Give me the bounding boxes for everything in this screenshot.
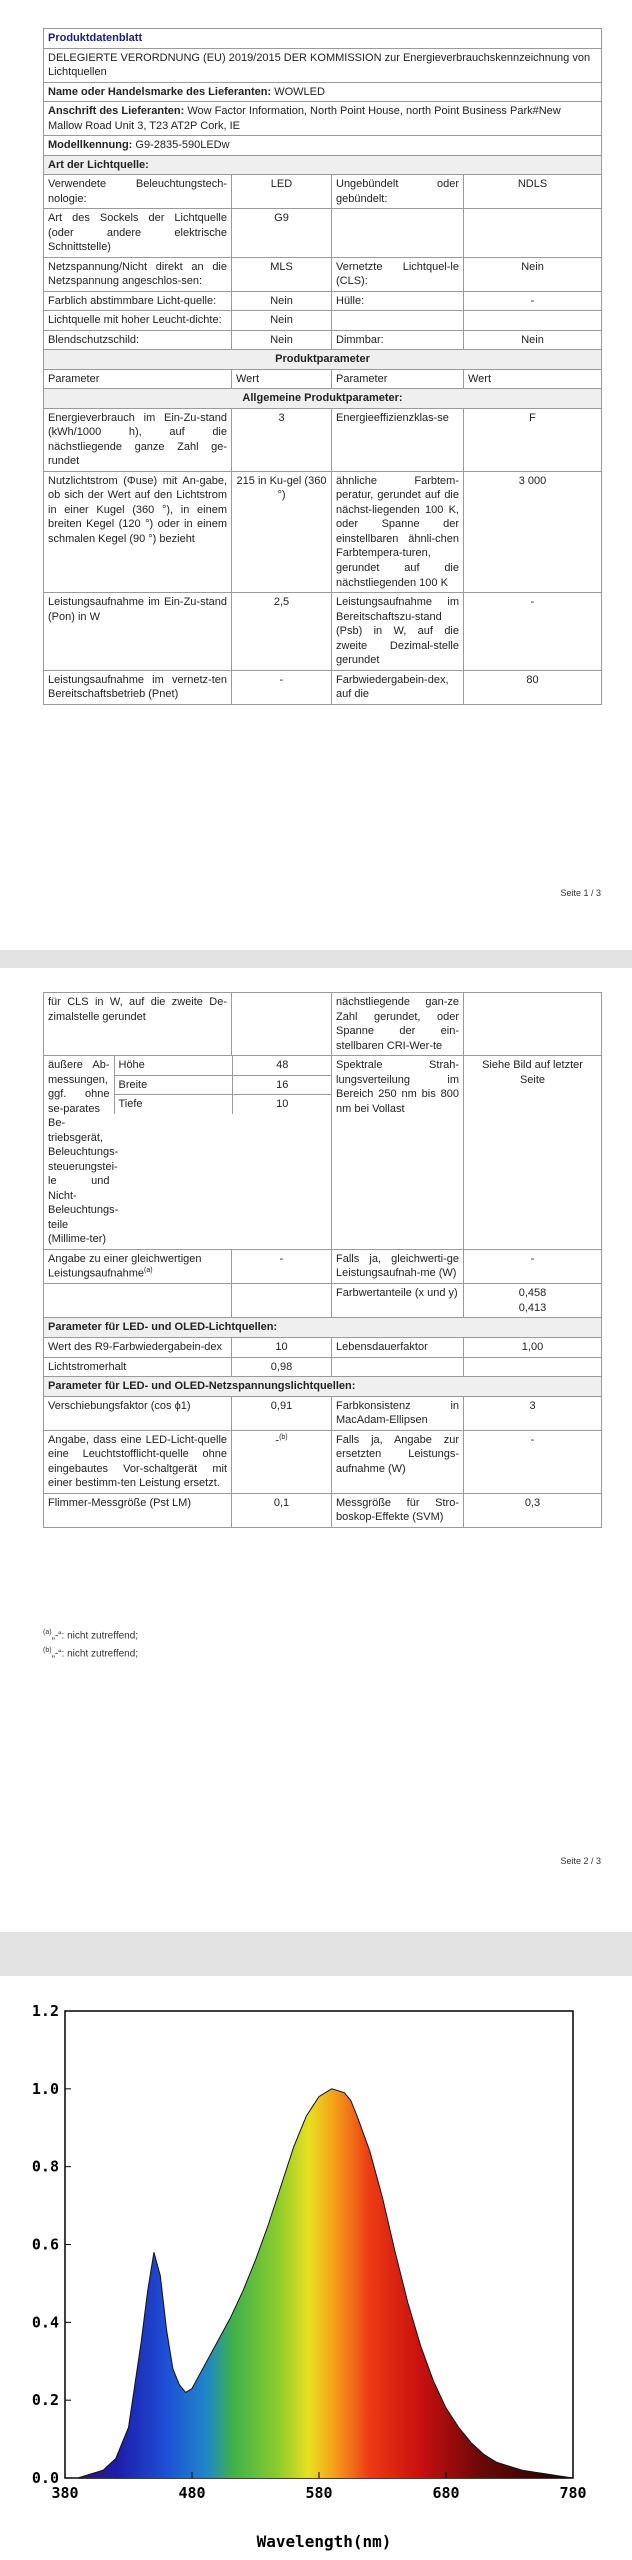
param-label: für CLS in W, auf die zweite De-zimalstelle gerundet [44,993,232,1056]
row-label: Art des Sockels der Lichtquelle (oder andere elektrische Schnittstelle) [44,209,232,258]
table-row [44,993,602,1056]
model-row [44,136,602,156]
table-row [44,471,602,592]
row-label: Farblich abstimmbare Licht-quelle: [44,291,232,311]
spectral-distribution-chart [0,1976,632,2560]
dimensions-cell [114,1056,332,1250]
svm-value: 0,3 [464,1493,602,1527]
dimension-row [114,1075,332,1095]
lifetime-factor-value: 1,00 [464,1338,602,1358]
macadam-label: Farbkonsistenz in MacAdam-Ellipsen [332,1396,464,1430]
supplier-address-row [44,102,602,136]
row-value: LED [232,175,332,209]
chromaticity-label: Farbwertanteile (x und y) [332,1284,464,1318]
datasheet-page-2 [0,968,632,1932]
cos-phi-value: 0,91 [232,1396,332,1430]
footnote-ref: (a) [144,1267,153,1275]
param-label: Energieeffizienzklas-se [332,408,464,471]
y-tick-label: 0.2 [31,2391,59,2410]
param-value: - [232,670,332,704]
row-value: Nein [232,291,332,311]
dimension-value: 10 [232,1095,332,1114]
chart-svg [0,1976,632,2560]
param-label: Leistungsaufnahme im Bereitschaftszu-stand (Psb) in W, auf die zweite Dezimal-stelle gerundet [332,593,464,671]
param-value: F [464,408,602,471]
table-row [44,593,602,671]
spectrum-area [65,2089,573,2478]
supplier-address-label: Anschrift des Lieferanten: [48,105,185,118]
x-tick-label: 480 [178,2484,206,2502]
supplier-name-row [44,82,602,102]
footnote-text: „-“: nicht zutreffend; [51,1630,139,1642]
table-row [44,311,602,331]
dimension-row [114,1095,332,1114]
table-row [44,175,602,209]
param-value: - [464,593,602,671]
spectral-label: Spektrale Strah-lungsverteilung im Bereich 250 nm bis 800 nm bei Vollast [332,1056,464,1250]
param-label: ähnliche Farbtem-peratur, gerundet auf die nächst-liegenden 100 K, oder Spanne der einstellbaren ähnli-chen Farbtempera-turen, gerundet auf die nächstliegenden 100 K [332,471,464,592]
x-tick-label: 680 [432,2484,460,2502]
r9-value: 10 [232,1338,332,1358]
empty-cell [332,1357,464,1377]
row-label: Hülle: [332,291,464,311]
y-tick-label: 0.8 [31,2157,59,2176]
x-tick-label: 580 [305,2484,333,2502]
spectral-value: Siehe Bild auf letzter Seite [464,1056,602,1250]
col-header: Parameter [332,369,464,389]
lifetime-factor-label: Lebensdauerfaktor [332,1338,464,1358]
dimension-name: Tiefe [114,1095,232,1114]
replacement-claim-dash: - [275,1434,280,1447]
replacement-yes-value: - [464,1430,602,1493]
supplier-name-label: Name oder Handelsmarke des Lieferanten: [48,85,272,98]
supplier-name-value: WOWLED [274,85,325,98]
table-row [44,408,602,471]
flicker-label: Flimmer-Messgröße (Pst LM) [44,1493,232,1527]
param-value: 80 [464,670,602,704]
param-value: 215 in Ku-gel (360 °) [232,471,332,592]
row-value: Nein [232,330,332,350]
table-row [44,1338,602,1358]
supplier-address-value: Wow Factor Information, North Point House, north Point Business Park#New Mallow Road Unit 3, T23 AT2P Cork, IE [48,105,561,132]
row-value: MLS [232,257,332,291]
chromaticity-value [464,1284,602,1318]
param-value [232,993,332,1056]
col-header: Wert [464,369,602,389]
product-info-table [43,28,602,705]
row-value: Nein [464,257,602,291]
cos-phi-label: Verschiebungsfaktor (cos ϕ1) [44,1396,232,1430]
param-label: Nutzlichtstrom (Φuse) mit An-gabe, ob sich der Wert auf den Lichtstrom in einer Kugel (360 °), in einem breiten Kegel (120 °) oder in einem schmalen Kegel (90 °) bezieht [44,471,232,592]
product-params-heading: Produktparameter [44,350,602,370]
dimensions-label: äußere Ab-messungen, ggf. ohne se-parates Be-triebsgerät, Beleuchtungs-steuerungstei-le und Nicht-Beleuchtungs-teile (Millime-ter) [44,1056,114,1250]
row-label: Lichtquelle mit hoher Leucht-dichte: [44,311,232,331]
model-label: Modellkennung: [48,139,133,152]
replacement-yes-label: Falls ja, Angabe zur ersetzten Leistungs-aufnahme (W) [332,1430,464,1493]
equivalent-power-yes-value: - [464,1249,602,1284]
dimension-row [114,1056,332,1075]
led-params-heading: Parameter für LED- und OLED-Lichtquellen: [44,1318,602,1338]
table-row [44,1396,602,1430]
y-tick-label: 0.4 [31,2313,59,2332]
chromaticity-x: 0,458 [518,1287,547,1300]
r9-label: Wert des R9-Farbwiedergabein-dex [44,1338,232,1358]
footnote-mark: (b) [43,1647,52,1654]
param-value: 3 000 [464,471,602,592]
y-tick-label: 0.6 [31,2235,59,2254]
param-label: Leistungsaufnahme im vernetz-ten Bereitschaftsbetrieb (Pnet) [44,670,232,704]
dimension-value: 48 [232,1056,332,1075]
x-tick-label: 780 [559,2484,587,2502]
page-number: Seite 2 / 3 [560,1856,601,1866]
table-row [44,1056,602,1250]
param-value: 3 [232,408,332,471]
table-row [44,1249,602,1284]
col-header: Wert [232,369,332,389]
param-label: Leistungsaufnahme im Ein-Zu-stand (Pon) in W [44,593,232,671]
table-row [44,1493,602,1527]
footnote-text: „-“: nicht zutreffend; [51,1648,139,1660]
dimension-value: 16 [232,1075,332,1095]
x-tick-label: 380 [51,2484,79,2502]
table-row [44,1284,602,1318]
table-row [44,670,602,704]
lumen-maintenance-label: Lichtstromerhalt [44,1357,232,1377]
product-params-table-continued [43,992,602,1528]
svm-label: Messgröße für Stro-boskop-Effekte (SVM) [332,1493,464,1527]
param-header-row [44,369,602,389]
equivalent-power-yes-label: Falls ja, gleichwerti-ge Leistungsaufnah-me (W) [332,1249,464,1284]
flicker-value: 0,1 [232,1493,332,1527]
general-params-heading: Allgemeine Produktparameter: [44,389,602,409]
document-title: Produktdatenblatt [44,29,602,49]
row-value [464,311,602,331]
row-label: Vernetzte Lichtquel-le (CLS): [332,257,464,291]
param-value: 2,5 [232,593,332,671]
table-row [44,209,602,258]
page-separator [0,1932,632,1976]
table-row [44,1430,602,1493]
table-row [44,257,602,291]
equivalent-power-value: - [232,1249,332,1284]
replacement-claim-label: Angabe, dass eine LED-Licht-quelle eine Leuchtstofflicht-quelle ohne eingebautes Vor-schaltgerät mit einer bestimm-ten Leistung ersetzt. [44,1430,232,1493]
param-label: nächstliegende gan-ze Zahl gerundet, oder Spanne der ein-stellbaren CRI-Wer-te [332,993,464,1056]
chromaticity-y: 0,413 [518,1301,547,1314]
dimensions-subtable [114,1056,333,1114]
macadam-value: 3 [464,1396,602,1430]
x-axis-label: Wavelength(nm) [256,2532,392,2551]
mains-params-heading: Parameter für LED- und OLED-Netzspannungslichtquellen: [44,1377,602,1397]
row-value [464,209,602,258]
dimension-name: Breite [114,1075,232,1095]
table-row [44,330,602,350]
empty-cell [44,1284,232,1318]
y-tick-label: 1.2 [31,2002,59,2020]
row-label [332,311,464,331]
footnote-ref: (b) [279,1433,288,1441]
col-header: Parameter [44,369,232,389]
row-value: Nein [464,330,602,350]
row-label: Verwendete Beleuchtungstech-nologie: [44,175,232,209]
dimension-name: Höhe [114,1056,232,1075]
regulation-text: DELEGIERTE VERORDNUNG (EU) 2019/2015 DER KOMMISSION zur Energieverbrauchskennzeichnung von Lichtquellen [44,48,602,82]
empty-cell [232,1284,332,1318]
model-value: G9-2835-590LEDw [135,139,230,152]
row-value: NDLS [464,175,602,209]
row-label [332,209,464,258]
light-source-type-heading: Art der Lichtquelle: [44,155,602,175]
row-value: G9 [232,209,332,258]
page-number: Seite 1 / 3 [560,888,601,898]
row-label: Blendschutzschild: [44,330,232,350]
y-tick-label: 1.0 [31,2079,59,2098]
equivalent-power-text: Angabe zu einer gleichwertigen Leistungsaufnahme [48,1252,202,1280]
page-separator [0,950,632,968]
footnote-b [43,1646,138,1661]
row-label: Dimmbar: [332,330,464,350]
row-label: Ungebündelt oder gebündelt: [332,175,464,209]
footnote-a [43,1628,138,1643]
empty-cell [464,1357,602,1377]
footnote-mark: (a) [43,1629,52,1636]
param-value [464,993,602,1056]
lumen-maintenance-value: 0,98 [232,1357,332,1377]
table-row [44,291,602,311]
equivalent-power-label [44,1249,232,1284]
row-value: - [464,291,602,311]
table-row [44,1357,602,1377]
replacement-claim-value [232,1430,332,1493]
row-value: Nein [232,311,332,331]
param-label: Farbwiedergabein-dex, auf die [332,670,464,704]
row-label: Netzspannung/Nicht direkt an die Netzspannung angeschlos-sen: [44,257,232,291]
datasheet-page-1 [0,0,632,950]
param-label: Energieverbrauch im Ein-Zu-stand (kWh/1000 h), auf die nächstliegende ganze Zahl ge-rundet [44,408,232,471]
y-tick-label: 0.0 [31,2469,59,2487]
